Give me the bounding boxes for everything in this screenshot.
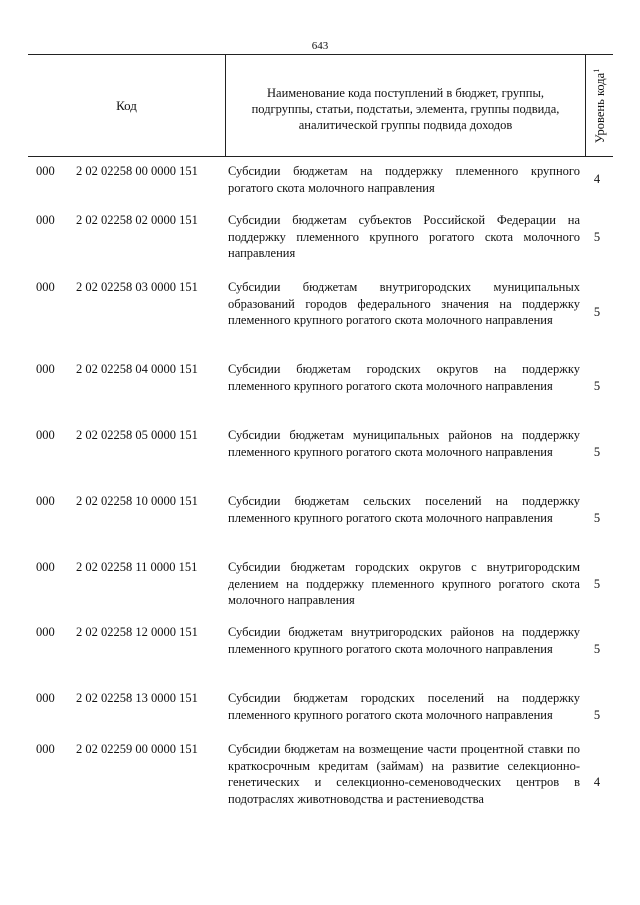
row-code: 2 02 02258 04 0000 151 (76, 362, 198, 376)
row-name: Субсидии бюджетам сельских поселений на поддержку племенного крупного рогатого скота молочного направления (228, 494, 580, 525)
row-level: 4 (593, 775, 601, 789)
row-group-code: 000 (36, 362, 55, 376)
row-level: 5 (593, 510, 601, 525)
header-name: Наименование кода поступлений в бюджет, группы, подгруппы, статьи, подстатьи, элемента, группы подвида, аналитической группы подвида доходов (251, 85, 560, 132)
row-code: 2 02 02258 12 0000 151 (76, 625, 198, 639)
page-number: 643 (311, 40, 329, 52)
row-code: 2 02 02258 02 0000 151 (76, 213, 198, 227)
row-code: 2 02 02258 13 0000 151 (76, 691, 198, 705)
header-level-footnote: 1 (591, 68, 601, 73)
header-code: Код (116, 97, 137, 113)
row-level: 5 (593, 641, 601, 656)
row-group-code: 000 (36, 164, 55, 178)
table-header (28, 54, 613, 157)
row-group-code: 000 (36, 742, 55, 756)
row-group-code: 000 (36, 494, 55, 508)
row-code: 2 02 02258 00 0000 151 (76, 164, 198, 178)
row-group-code: 000 (36, 280, 55, 294)
row-name: Субсидии бюджетам субъектов Российской Федерации на поддержку племенного крупного рогатого скота молочного направления (228, 213, 580, 260)
row-code: 2 02 02258 05 0000 151 (76, 428, 198, 442)
row-group-code: 000 (36, 625, 55, 639)
row-level: 4 (593, 172, 601, 187)
row-name: Субсидии бюджетам на поддержку племенного крупного рогатого скота молочного направления (228, 164, 580, 195)
row-level: 5 (593, 229, 601, 244)
row-name: Субсидии бюджетам городских округов с внутригородским делением на поддержку племенного крупного рогатого скота молочного направления (228, 560, 580, 607)
row-group-code: 000 (36, 213, 55, 227)
row-group-code: 000 (36, 560, 55, 574)
row-code: 2 02 02258 03 0000 151 (76, 280, 198, 294)
header-level (586, 55, 613, 156)
row-code: 2 02 02258 11 0000 151 (76, 560, 198, 574)
header-level-text (591, 68, 607, 142)
row-name: Субсидии бюджетам муниципальных районов на поддержку племенного крупного рогатого скота молочного направления (228, 428, 580, 459)
row-name: Субсидии бюджетам внутригородских районов на поддержку племенного крупного рогатого скота молочного направления (228, 625, 580, 656)
row-code: 2 02 02259 00 0000 151 (76, 742, 198, 756)
row-name: Субсидии бюджетам внутригородских муниципальных образований городов федерального значения на поддержку племенного крупного рогатого скота молочного направления (228, 280, 580, 327)
row-code: 2 02 02258 10 0000 151 (76, 494, 198, 508)
row-level: 5 (593, 378, 601, 393)
row-name: Субсидии бюджетам городских округов на поддержку племенного крупного рогатого скота молочного направления (228, 362, 580, 393)
row-level: 5 (593, 304, 601, 319)
row-level: 5 (593, 576, 601, 591)
row-level: 5 (593, 707, 601, 722)
row-level: 5 (593, 444, 601, 459)
row-name: Субсидии бюджетам на возмещение части процентной ставки по краткосрочным кредитам (займам) на развитие селекционно-генетических и селекционно-семеноводческих центров в подотраслях животноводства и растениеводства (228, 742, 580, 806)
header-level-label: Уровень кода (592, 72, 607, 143)
row-name: Субсидии бюджетам городских поселений на поддержку племенного крупного рогатого скота молочного направления (228, 691, 580, 722)
row-group-code: 000 (36, 691, 55, 705)
row-group-code: 000 (36, 428, 55, 442)
